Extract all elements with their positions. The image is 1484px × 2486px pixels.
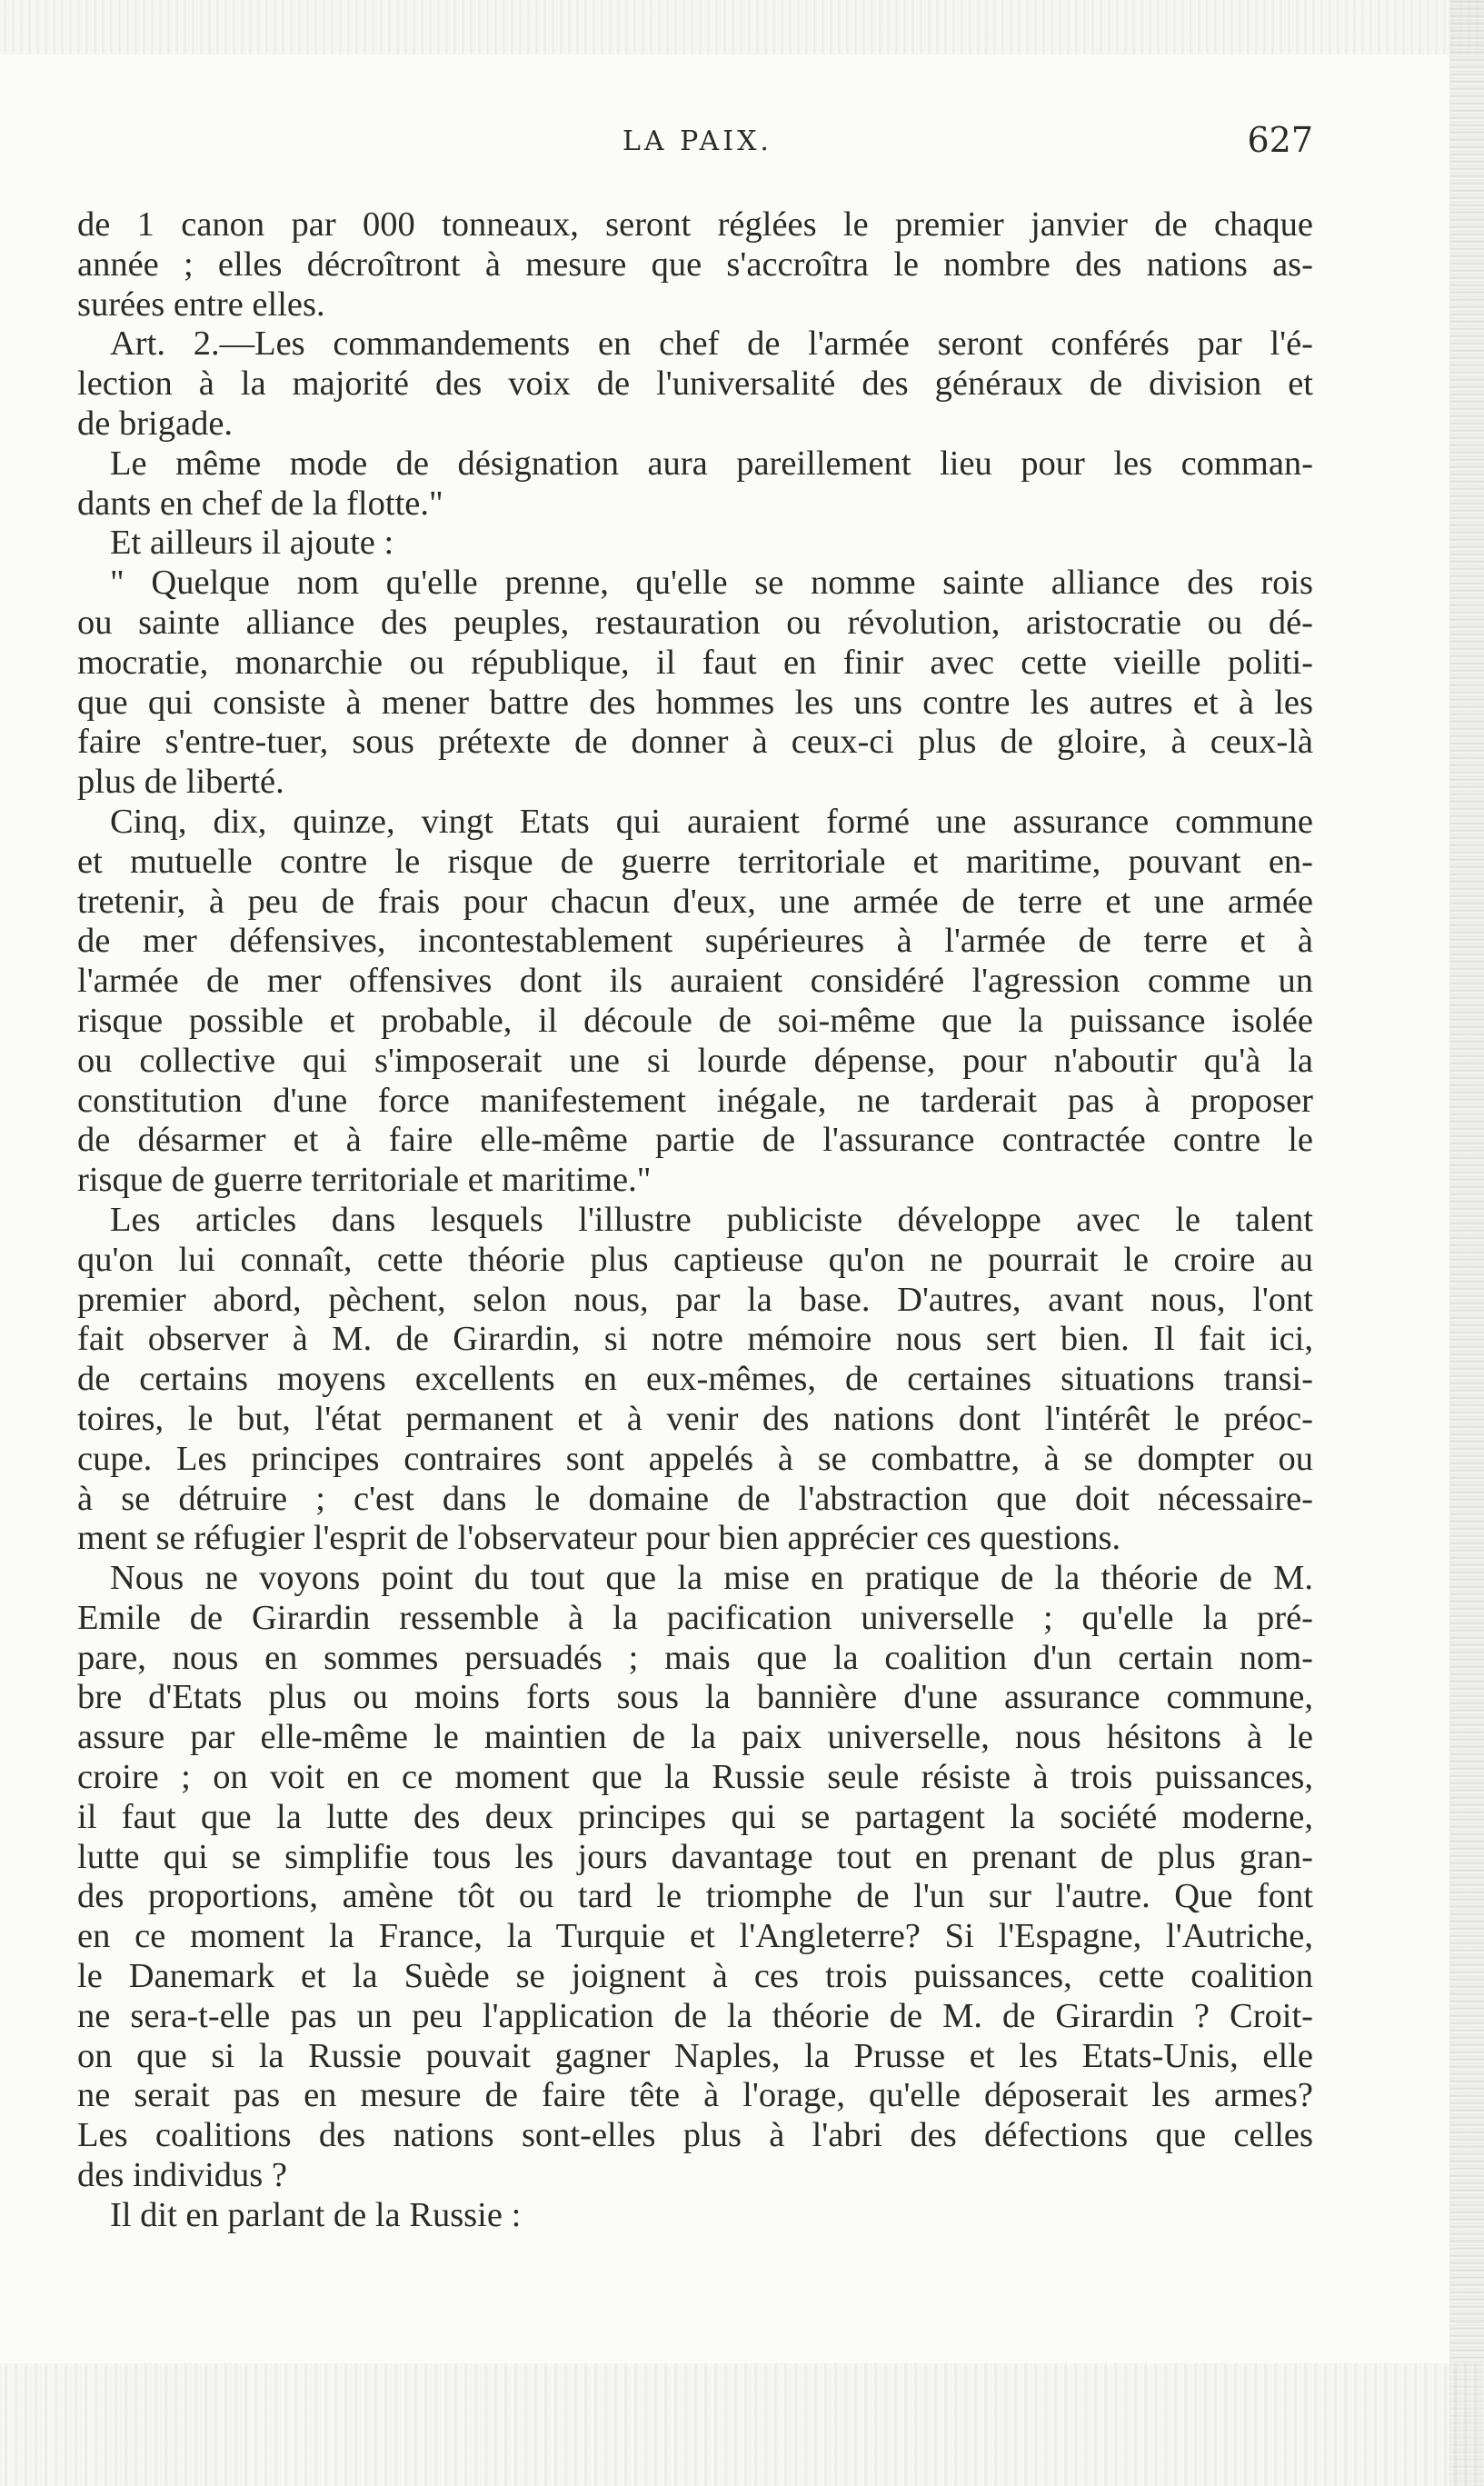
text-line: année ; elles décroîtront à mesure que s'accroîtra le nombre des nations as-: [77, 245, 1313, 284]
text-line: l'armée de mer offensives dont ils auraient considéré l'agression comme un: [77, 962, 1313, 1001]
text-line: risque de guerre territoriale et maritime.": [77, 1161, 652, 1200]
text-line: de 1 canon par 000 tonneaux, seront réglées le premier janvier de chaque: [77, 205, 1313, 244]
text-line: le Danemark et la Suède se joignent à ces trois puissances, cette coalition: [77, 1957, 1313, 1996]
text-line: mocratie, monarchie ou république, il faut en finir avec cette vieille politi-: [77, 643, 1313, 682]
text-line: toires, le but, l'état permanent et à venir des nations dont l'intérêt le préoc-: [77, 1399, 1313, 1438]
text-line: de mer défensives, incontestablement supérieures à l'armée de terre et à: [77, 922, 1313, 961]
text-line: Les articles dans lesquels l'illustre publiciste développe avec le talent: [110, 1200, 1313, 1239]
scan-noise-top: [0, 0, 1484, 55]
text-line: et mutuelle contre le risque de guerre territoriale et maritime, pouvant en-: [77, 842, 1313, 881]
scan-noise-right: [1449, 0, 1484, 2486]
text-line: pare, nous en sommes persuadés ; mais que la coalition d'un certain nom-: [77, 1638, 1313, 1677]
text-line: Cinq, dix, quinze, vingt Etats qui auraient formé une assurance commune: [110, 802, 1313, 841]
body-text: [77, 205, 1313, 2236]
text-line: fait observer à M. de Girardin, si notre mémoire nous sert bien. Il fait ici,: [77, 1320, 1313, 1359]
text-line: Il dit en parlant de la Russie :: [110, 2195, 522, 2234]
text-line: Le même mode de désignation aura pareillement lieu pour les comman-: [110, 444, 1313, 483]
scan-noise-bottom: [0, 2363, 1484, 2486]
text-line: surées entre elles.: [77, 285, 325, 324]
text-line: lutte qui se simplifie tous les jours davantage tout en prenant de plus gran-: [77, 1837, 1313, 1876]
text-line: faire s'entre-tuer, sous prétexte de donner à ceux-ci plus de gloire, à ceux-là: [77, 723, 1313, 762]
text-line: ment se réfugier l'esprit de l'observateur pour bien apprécier ces questions.: [77, 1519, 1121, 1558]
text-line: que qui consiste à mener battre des hommes les uns contre les autres et à les: [77, 683, 1313, 722]
text-line: risque possible et probable, il découle de soi-même que la puissance isolée: [77, 1001, 1313, 1040]
text-line: plus de liberté.: [77, 763, 284, 802]
text-line: des proportions, amène tôt ou tard le triomphe de l'un sur l'autre. Que font: [77, 1877, 1313, 1916]
text-line: cupe. Les principes contraires sont appelés à se combattre, à se dompter ou: [77, 1439, 1313, 1478]
text-line: à se détruire ; c'est dans le domaine de l'abstraction que doit nécessaire-: [77, 1479, 1313, 1518]
text-line: Emile de Girardin ressemble à la pacification universelle ; qu'elle la pré-: [77, 1598, 1313, 1637]
text-line: tretenir, à peu de frais pour chacun d'eux, une armée de terre et une armée: [77, 882, 1313, 921]
text-line: on que si la Russie pouvait gagner Naples, la Prusse et les Etats-Unis, elle: [77, 2036, 1313, 2075]
text-line: bre d'Etats plus ou moins forts sous la bannière d'une assurance commune,: [77, 1678, 1313, 1717]
page-header: [77, 120, 1313, 171]
text-line: des individus ?: [77, 2156, 287, 2195]
text-line: qu'on lui connaît, cette théorie plus captieuse qu'on ne pourrait le croire au: [77, 1240, 1313, 1279]
text-line: premier abord, pèchent, selon nous, par la base. D'autres, avant nous, l'ont: [77, 1280, 1313, 1319]
page-number: 627: [1247, 120, 1313, 160]
text-line: Art. 2.—Les commandements en chef de l'armée seront conférés par l'é-: [110, 324, 1313, 364]
text-line: ou collective qui s'imposerait une si lourde dépense, pour n'aboutir qu'à la: [77, 1041, 1313, 1080]
text-line: ou sainte alliance des peuples, restauration ou révolution, aristocratie ou dé-: [77, 603, 1313, 642]
text-line: Et ailleurs il ajoute :: [110, 524, 394, 563]
text-line: de désarmer et à faire elle-même partie de l'assurance contractée contre le: [77, 1121, 1313, 1160]
text-line: de certains moyens excellents en eux-mêmes, de certaines situations transi-: [77, 1360, 1313, 1399]
text-line: il faut que la lutte des deux principes qui se partagent la société moderne,: [77, 1797, 1313, 1836]
running-title: LA PAIX.: [622, 125, 772, 157]
text-line: lection à la majorité des voix de l'universalité des généraux de division et: [77, 364, 1313, 404]
text-line: ne sera-t-elle pas un peu l'application de la théorie de M. de Girardin ? Croit-: [77, 1996, 1313, 2035]
text-line: assure par elle-même le maintien de la paix universelle, nous hésitons à le: [77, 1718, 1313, 1757]
text-line: en ce moment la France, la Turquie et l'Angleterre? Si l'Espagne, l'Autriche,: [77, 1917, 1313, 1956]
text-line: Les coalitions des nations sont-elles plus à l'abri des défections que celles: [77, 2116, 1313, 2155]
text-line: de brigade.: [77, 404, 234, 443]
text-line: dants en chef de la flotte.": [77, 484, 443, 523]
text-line: constitution d'une force manifestement inégale, ne tarderait pas à proposer: [77, 1081, 1313, 1120]
text-line: croire ; on voit en ce moment que la Russie seule résiste à trois puissances,: [77, 1758, 1313, 1797]
text-line: " Quelque nom qu'elle prenne, qu'elle se nomme sainte alliance des rois: [110, 564, 1313, 603]
text-line: ne serait pas en mesure de faire tête à l'orage, qu'elle déposerait les armes?: [77, 2076, 1313, 2115]
text-line: Nous ne voyons point du tout que la mise en pratique de la théorie de M.: [110, 1559, 1313, 1598]
